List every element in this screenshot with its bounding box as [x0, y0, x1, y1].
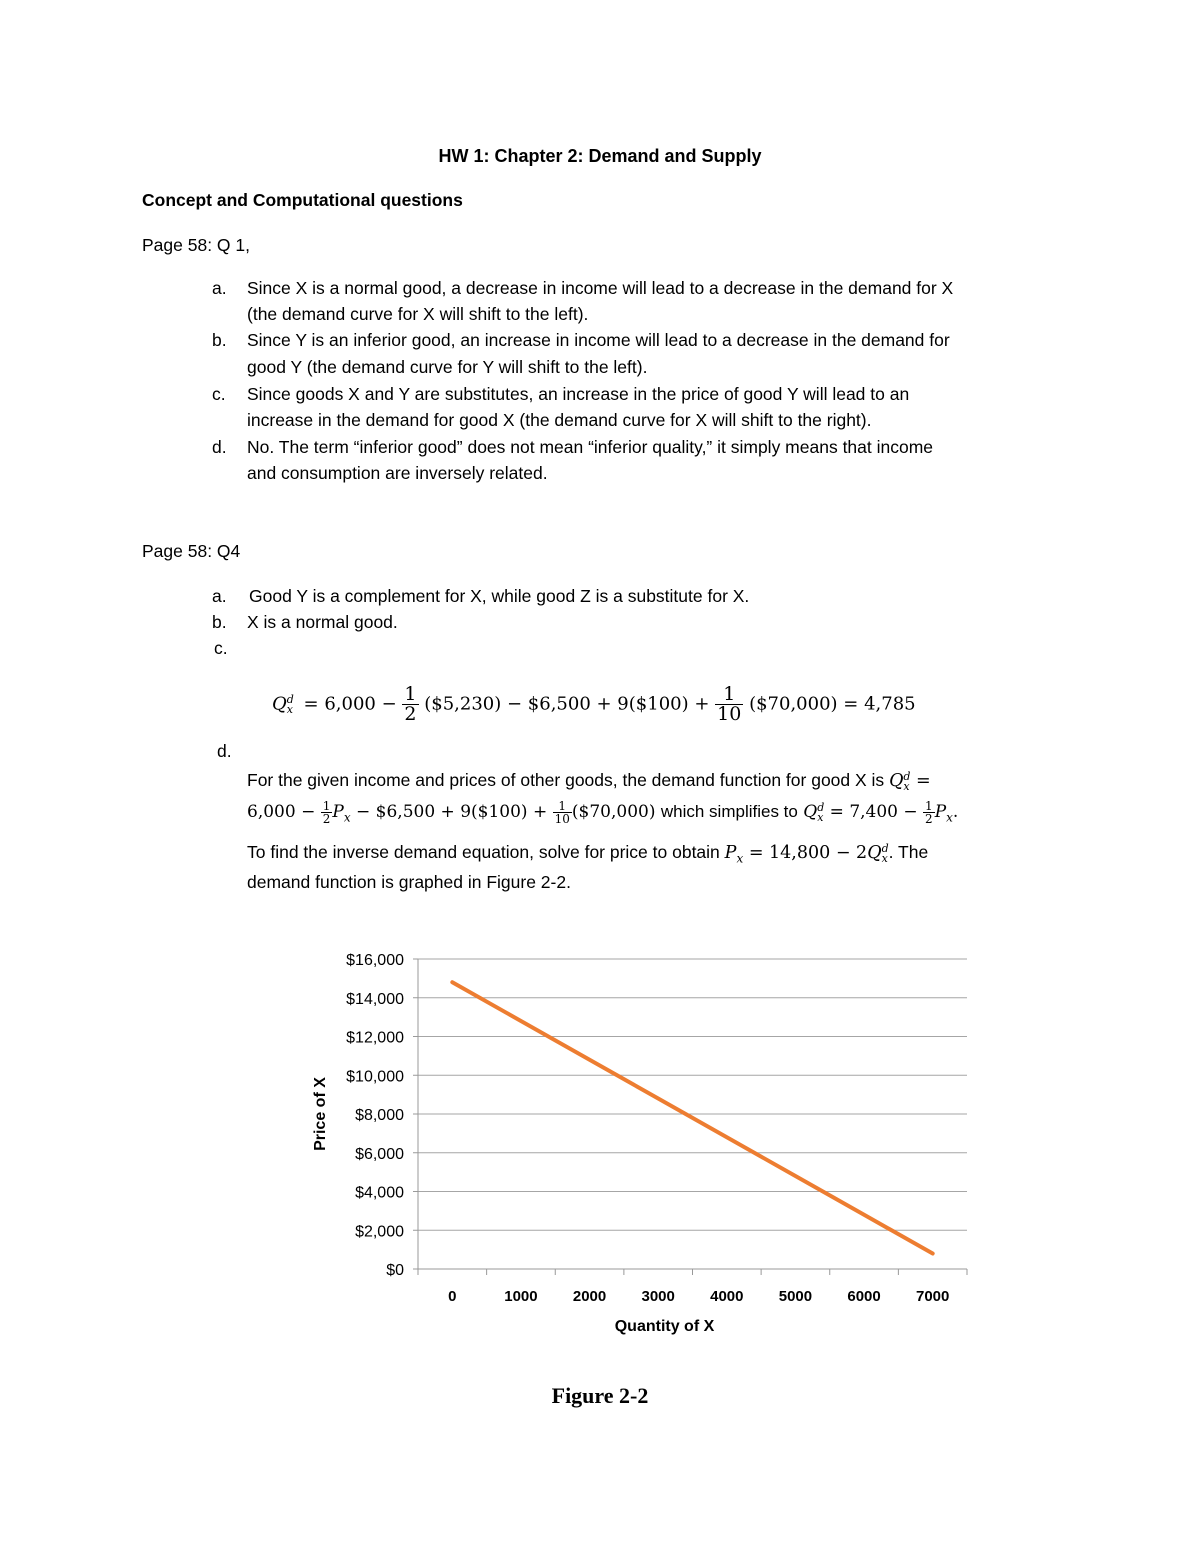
- q4-a-marker: a.: [212, 586, 227, 606]
- q1-a-line2: (the demand curve for X will shift to the left).: [247, 304, 589, 324]
- q4-d-line2-sup: d: [817, 800, 825, 814]
- eq-c-q: Q: [272, 693, 287, 715]
- page-title: HW 1: Chapter 2: Demand and Supply: [438, 146, 762, 166]
- q4-d-line3: [247, 842, 928, 866]
- eq-c-sup: d: [286, 692, 294, 706]
- q1-heading: Page 58: Q 1,: [142, 235, 250, 255]
- q4-d-line2-f2n: 1: [553, 800, 572, 813]
- y-axis-label: Price of X: [312, 1077, 329, 1151]
- q1-b-marker: b.: [212, 330, 227, 350]
- section-heading: Concept and Computational questions: [142, 190, 463, 210]
- q4-d-line1-eq: =: [916, 771, 931, 791]
- q4-d-line1-text: For the given income and prices of other goods, the demand function for good X is: [247, 770, 885, 790]
- y-tick-label: $2,000: [355, 1223, 404, 1241]
- eq-c-frac1-den: 2: [404, 703, 417, 725]
- y-tick-label: $14,000: [346, 990, 404, 1008]
- q1-c-line1: Since goods X and Y are substitutes, an increase in the price of good Y will lead to an: [247, 384, 910, 404]
- q4-d-line3-end: . The: [888, 842, 929, 862]
- q4-d-line3-psub: x: [736, 851, 744, 866]
- q4-d-line2-f3d: 2: [925, 812, 933, 826]
- q4-d-line2-c: − $6,500 + 9($100) +: [356, 802, 548, 822]
- q4-d-line1-q: Q: [889, 771, 904, 791]
- q4-d-line4: demand function is graphed in Figure 2-2.: [247, 872, 571, 892]
- y-tick-label: $12,000: [346, 1029, 404, 1047]
- q1-d-line2: and consumption are inversely related.: [247, 463, 548, 483]
- equation-c: [272, 685, 916, 724]
- q4-d-line2-sub: x: [817, 810, 824, 824]
- q4-d-marker: d.: [217, 741, 232, 761]
- q4-d-line2-f3n: 1: [925, 799, 933, 813]
- eq-c-part1: = 6,000 −: [303, 693, 397, 715]
- q4-d-line2-b: P: [332, 802, 344, 822]
- eq-c-frac1-num: 1: [404, 683, 417, 705]
- q4-b-marker: b.: [212, 612, 227, 632]
- y-tick-label: $8,000: [355, 1107, 404, 1124]
- q4-d-line2-p: P: [934, 802, 947, 822]
- q4-d-line2-f1d: 2: [322, 812, 331, 826]
- x-tick-label: 6000: [847, 1288, 881, 1305]
- q4-b-text: X is a normal good.: [247, 612, 398, 632]
- q4-d-line2-d: ($70,000): [571, 802, 656, 822]
- q4-d-line2-f2d: 10: [554, 812, 570, 826]
- x-tick-label: 2000: [572, 1288, 607, 1305]
- q1-b-line2: good Y (the demand curve for Y will shift to the left).: [247, 357, 648, 377]
- q4-d-line3-sup: d: [881, 841, 889, 855]
- eq-c-frac2-num: 1: [715, 685, 743, 705]
- y-tick-label: $16,000: [346, 952, 404, 969]
- q4-d-line3-text: To find the inverse demand equation, solve for price to obtain: [247, 842, 720, 862]
- q4-d-line3-sub: x: [881, 851, 888, 865]
- demand-series-line: [452, 982, 932, 1253]
- eq-c-part3: ($70,000) = 4,785: [749, 693, 916, 715]
- figure-caption: Figure 2-2: [551, 1383, 649, 1408]
- x-axis-label: Quantity of X: [614, 1318, 715, 1335]
- q4-d-line2-text: which simplifies to: [660, 802, 798, 821]
- y-tick-label: $10,000: [346, 1068, 404, 1086]
- q4-d-line1: [247, 770, 931, 791]
- y-tick-label: $4,000: [355, 1184, 404, 1202]
- demand-chart: [300, 940, 980, 1350]
- q1-c-marker: c.: [212, 384, 226, 404]
- x-tick-label: 3000: [641, 1288, 675, 1305]
- q4-d-line2-end: .: [952, 802, 959, 822]
- x-tick-label: 5000: [778, 1288, 813, 1305]
- q4-c-marker: c.: [214, 638, 228, 658]
- eq-c-frac2-den: 10: [717, 703, 742, 725]
- q4-d-line2-f1n: 1: [322, 799, 331, 813]
- x-tick-label: 4000: [710, 1288, 744, 1305]
- q1-a-marker: a.: [212, 278, 227, 298]
- q4-heading: Page 58: Q4: [142, 541, 241, 561]
- x-tick-label: 7000: [916, 1288, 950, 1305]
- q4-d-line3-q: Q: [867, 843, 882, 863]
- q4-d-line2: [247, 800, 958, 825]
- q1-b-line1: Since Y is an inferior good, an increase in income will lead to a decrease in the demand for: [247, 330, 950, 350]
- x-tick-label: 1000: [504, 1288, 538, 1305]
- q4-d-line3-p: P: [724, 843, 737, 863]
- q1-c-line2: increase in the demand for good X (the demand curve for X will shift to the right).: [247, 410, 872, 430]
- q4-d-line3-eq: = 14,800 − 2: [748, 843, 868, 863]
- eq-c-sub: x: [286, 702, 293, 716]
- q4-d-line2-e: = 7,400 −: [829, 802, 918, 822]
- q1-d-line1: No. The term “inferior good” does not mean “inferior quality,” it simply means that income: [247, 437, 934, 457]
- q1-d-marker: d.: [212, 437, 227, 457]
- y-tick-label: $6,000: [355, 1145, 404, 1163]
- y-tick-label: $0: [386, 1262, 404, 1279]
- q4-d-line1-sup: d: [903, 769, 911, 783]
- q4-a-text: Good Y is a complement for X, while good Z is a substitute for X.: [249, 586, 750, 606]
- q4-d-line2-bsub: x: [343, 810, 351, 825]
- q4-d-line2-q: Q: [803, 802, 818, 822]
- q4-d-line2-a: 6,000 −: [247, 802, 316, 822]
- q4-d-line2-psub: x: [946, 810, 953, 825]
- q4-d-line1-sub: x: [903, 779, 910, 793]
- q1-a-line1: Since X is a normal good, a decrease in income will lead to a decrease in the demand for X: [247, 278, 954, 298]
- x-tick-label: 0: [448, 1288, 457, 1305]
- eq-c-part2: ($5,230) − $6,500 + 9($100) +: [424, 693, 710, 715]
